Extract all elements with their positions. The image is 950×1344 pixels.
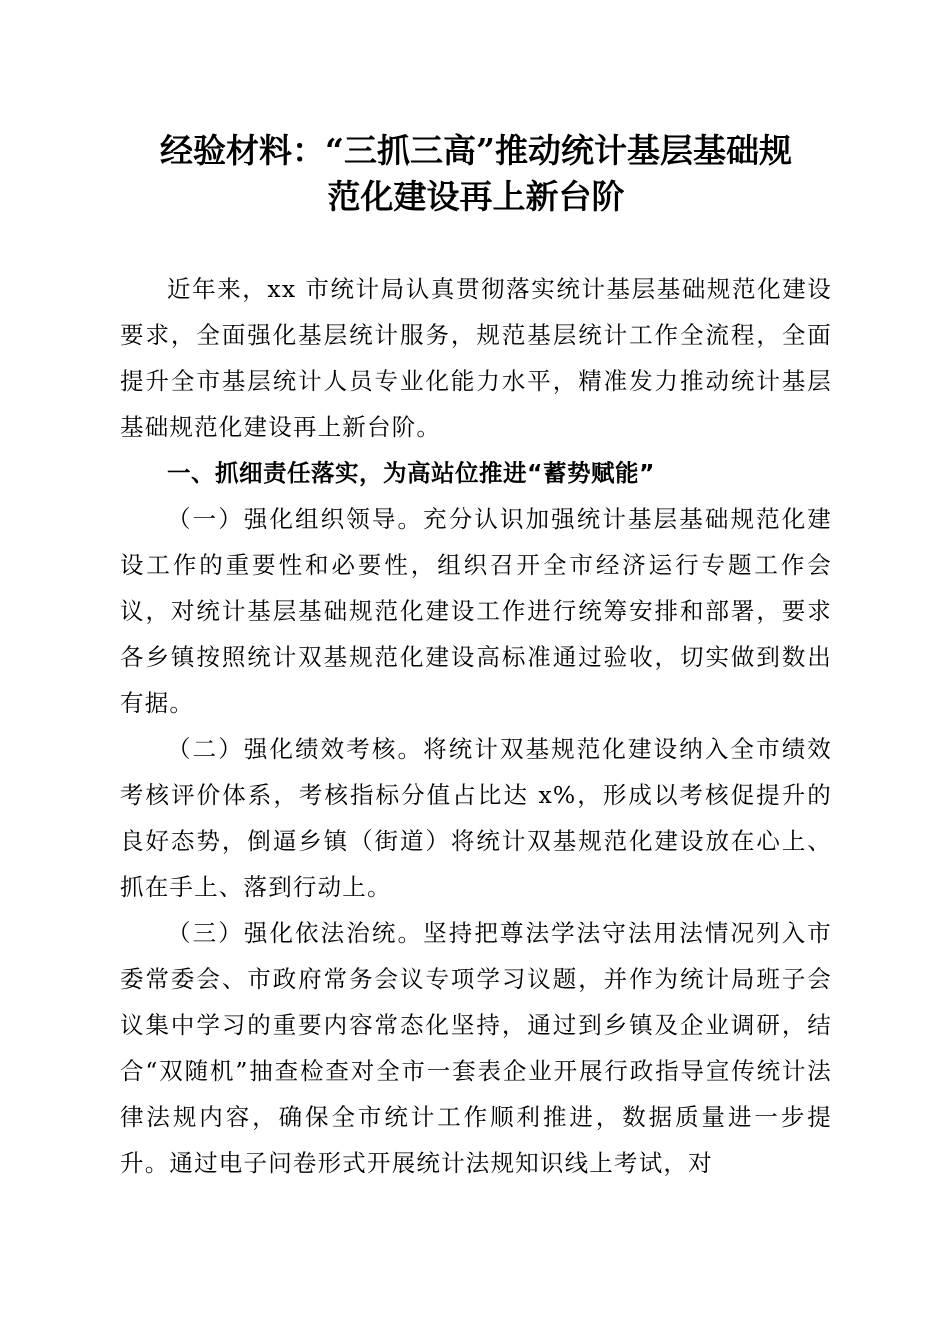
item-lead-2: （二）强化绩效考核。 <box>167 735 424 763</box>
document-body <box>120 266 832 1186</box>
document-title <box>120 128 832 220</box>
item-lead-3: （三）强化依法治统。 <box>167 919 424 947</box>
item-lead-1: （一）强化组织领导。 <box>167 505 424 533</box>
item-text-1: 充分认识加强统计基层基础规范化建设工作的重要性和必要性，组织召开全市经济运行专题工作会议，对统计基层基础规范化建设工作进行统筹安排和部署，要求各乡镇按照统计双基规范化建设高标准通过验收，切实做到数出有据。 <box>120 505 833 717</box>
item-text-3: 坚持把尊法学法守法用法情况列入市委常委会、市政府常务会议专项学习议题，并作为统计局班子会议集中学习的重要内容常态化坚持，通过到乡镇及企业调研，结合“双随机”抽查检查对全市一套表企业开展行政指导宣传统计法律法规内容，确保全市统计工作顺利推进，数据质量进一步提升。通过电子问卷形式开展统计法规知识线上考试，对 <box>120 919 833 1177</box>
item-paragraph-2 <box>120 726 832 910</box>
section-heading-1: 一、抓细责任落实，为高站位推进“蓄势赋能” <box>167 459 655 487</box>
item-paragraph-1 <box>120 496 832 726</box>
item-text-2: 将统计双基规范化建设纳入全市绩效考核评价体系，考核指标分值占比达 x%，形成以考核促提升的良好态势，倒逼乡镇（街道）将统计双基规范化建设放在心上、抓在手上、落到行动上。 <box>120 735 833 901</box>
document-page <box>120 128 832 1186</box>
title-line-1: 经验材料：“三抓三高”推动统计基层基础规 <box>160 131 792 170</box>
intro-paragraph: 近年来，xx 市统计局认真贯彻落实统计基层基础规范化建设要求，全面强化基层统计服务，规范基层统计工作全流程，全面提升全市基层统计人员专业化能力水平，精准发力推动统计基层基础规范化建设再上新台阶。 <box>120 275 832 441</box>
item-paragraph-3 <box>120 910 832 1186</box>
title-line-2: 范化建设再上新台阶 <box>327 177 625 216</box>
